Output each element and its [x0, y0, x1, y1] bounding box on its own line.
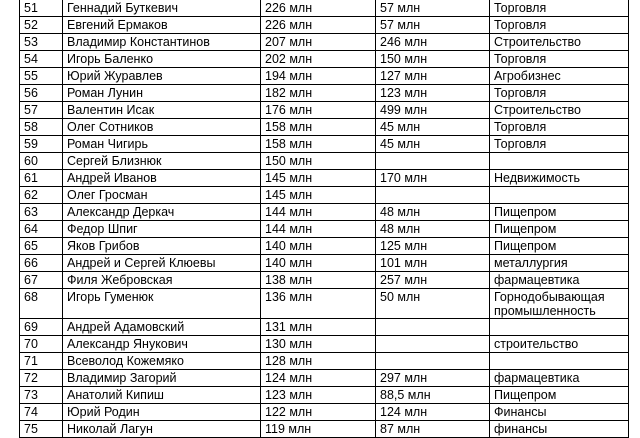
wealth-b-cell: 125 млн [376, 238, 490, 255]
table-row [20, 272, 629, 289]
sector-cell [490, 187, 629, 204]
rank-cell: 65 [20, 238, 63, 255]
wealth-a-cell: 144 млн [261, 204, 376, 221]
name-cell: Николай Лагун [63, 421, 261, 438]
sector-cell: Торговля [490, 85, 629, 102]
rank-cell: 57 [20, 102, 63, 119]
name-cell: Анатолий Кипиш [63, 387, 261, 404]
sector-cell [490, 353, 629, 370]
wealth-a-cell: 124 млн [261, 370, 376, 387]
table-row [20, 0, 629, 17]
table-row [20, 170, 629, 187]
wealth-b-cell: 499 млн [376, 102, 490, 119]
wealth-a-cell: 119 млн [261, 421, 376, 438]
table-row [20, 17, 629, 34]
wealth-b-cell: 45 млн [376, 119, 490, 136]
sector-cell: Пищепром [490, 204, 629, 221]
rank-cell: 58 [20, 119, 63, 136]
sector-cell: Горнодобывающая промышленность [490, 289, 629, 319]
name-cell: Андрей Иванов [63, 170, 261, 187]
rank-cell: 51 [20, 0, 63, 17]
wealth-b-cell [376, 319, 490, 336]
wealth-b-cell: 45 млн [376, 136, 490, 153]
name-cell: Александр Янукович [63, 336, 261, 353]
rank-cell: 60 [20, 153, 63, 170]
table-row [20, 119, 629, 136]
wealth-a-cell: 138 млн [261, 272, 376, 289]
sector-cell: Недвижимость [490, 170, 629, 187]
name-cell: Андрей Адамовский [63, 319, 261, 336]
wealth-a-cell: 145 млн [261, 187, 376, 204]
sector-cell [490, 319, 629, 336]
wealth-b-cell: 48 млн [376, 204, 490, 221]
sector-cell: Пищепром [490, 221, 629, 238]
table-row [20, 336, 629, 353]
wealth-a-cell: 122 млн [261, 404, 376, 421]
name-cell: Игорь Баленко [63, 51, 261, 68]
wealth-a-cell: 226 млн [261, 17, 376, 34]
rank-cell: 66 [20, 255, 63, 272]
sector-cell: Торговля [490, 51, 629, 68]
name-cell: Андрей и Сергей Клюевы [63, 255, 261, 272]
rank-cell: 56 [20, 85, 63, 102]
sector-cell: Финансы [490, 404, 629, 421]
table-row [20, 289, 629, 319]
wealth-b-cell: 170 млн [376, 170, 490, 187]
sector-cell: финансы [490, 421, 629, 438]
wealth-a-cell: 123 млн [261, 387, 376, 404]
table-row [20, 421, 629, 438]
wealth-a-cell: 136 млн [261, 289, 376, 319]
wealth-b-cell [376, 187, 490, 204]
rich-list-table [19, 0, 629, 438]
rank-cell: 71 [20, 353, 63, 370]
wealth-a-cell: 140 млн [261, 255, 376, 272]
table-row [20, 221, 629, 238]
wealth-b-cell: 246 млн [376, 34, 490, 51]
wealth-b-cell: 88,5 млн [376, 387, 490, 404]
sector-cell: металлургия [490, 255, 629, 272]
sector-cell: Пищепром [490, 387, 629, 404]
wealth-b-cell: 257 млн [376, 272, 490, 289]
name-cell: Александр Деркач [63, 204, 261, 221]
wealth-b-cell: 87 млн [376, 421, 490, 438]
sector-cell: Торговля [490, 136, 629, 153]
wealth-a-cell: 158 млн [261, 136, 376, 153]
table-row [20, 34, 629, 51]
name-cell: Евгений Ермаков [63, 17, 261, 34]
name-cell: Геннадий Буткевич [63, 0, 261, 17]
rank-cell: 64 [20, 221, 63, 238]
rank-cell: 63 [20, 204, 63, 221]
rank-cell: 52 [20, 17, 63, 34]
sector-cell: Пищепром [490, 238, 629, 255]
table-row [20, 153, 629, 170]
sector-cell: фармацевтика [490, 272, 629, 289]
sector-cell: Торговля [490, 119, 629, 136]
wealth-b-cell: 123 млн [376, 85, 490, 102]
name-cell: Сергей Близнюк [63, 153, 261, 170]
wealth-a-cell: 130 млн [261, 336, 376, 353]
wealth-b-cell: 57 млн [376, 0, 490, 17]
rank-cell: 70 [20, 336, 63, 353]
name-cell: Филя Жебровская [63, 272, 261, 289]
wealth-b-cell: 297 млн [376, 370, 490, 387]
name-cell: Юрий Журавлев [63, 68, 261, 85]
table-row [20, 238, 629, 255]
wealth-a-cell: 226 млн [261, 0, 376, 17]
name-cell: Владимир Загорий [63, 370, 261, 387]
wealth-a-cell: 202 млн [261, 51, 376, 68]
wealth-a-cell: 140 млн [261, 238, 376, 255]
wealth-b-cell: 48 млн [376, 221, 490, 238]
sector-cell: Торговля [490, 17, 629, 34]
table-row [20, 255, 629, 272]
rank-cell: 53 [20, 34, 63, 51]
wealth-a-cell: 145 млн [261, 170, 376, 187]
table-row [20, 85, 629, 102]
wealth-b-cell [376, 153, 490, 170]
sector-cell: Агробизнес [490, 68, 629, 85]
name-cell: Юрий Родин [63, 404, 261, 421]
table-row [20, 353, 629, 370]
table-row [20, 319, 629, 336]
name-cell: Роман Чигирь [63, 136, 261, 153]
table-row [20, 370, 629, 387]
wealth-b-cell [376, 353, 490, 370]
wealth-a-cell: 158 млн [261, 119, 376, 136]
wealth-b-cell: 50 млн [376, 289, 490, 319]
rank-cell: 54 [20, 51, 63, 68]
rank-cell: 55 [20, 68, 63, 85]
sector-cell: Торговля [490, 0, 629, 17]
table-row [20, 404, 629, 421]
rank-cell: 68 [20, 289, 63, 319]
rank-cell: 73 [20, 387, 63, 404]
rank-cell: 75 [20, 421, 63, 438]
table-row [20, 51, 629, 68]
table-row [20, 187, 629, 204]
name-cell: Валентин Исак [63, 102, 261, 119]
wealth-a-cell: 182 млн [261, 85, 376, 102]
table-row [20, 102, 629, 119]
wealth-b-cell: 124 млн [376, 404, 490, 421]
name-cell: Яков Грибов [63, 238, 261, 255]
wealth-a-cell: 128 млн [261, 353, 376, 370]
sector-cell: фармацевтика [490, 370, 629, 387]
wealth-a-cell: 207 млн [261, 34, 376, 51]
wealth-a-cell: 150 млн [261, 153, 376, 170]
wealth-a-cell: 144 млн [261, 221, 376, 238]
name-cell: Олег Гросман [63, 187, 261, 204]
wealth-a-cell: 131 млн [261, 319, 376, 336]
sector-cell [490, 153, 629, 170]
wealth-b-cell: 150 млн [376, 51, 490, 68]
name-cell: Роман Лунин [63, 85, 261, 102]
rich-list-table-body [20, 0, 629, 438]
rank-cell: 62 [20, 187, 63, 204]
name-cell: Олег Сотников [63, 119, 261, 136]
table-row [20, 204, 629, 221]
sector-cell: Строительство [490, 34, 629, 51]
rank-cell: 61 [20, 170, 63, 187]
sector-cell: строительство [490, 336, 629, 353]
name-cell: Игорь Гуменюк [63, 289, 261, 319]
rank-cell: 67 [20, 272, 63, 289]
table-row [20, 387, 629, 404]
rank-cell: 59 [20, 136, 63, 153]
name-cell: Всеволод Кожемяко [63, 353, 261, 370]
name-cell: Федор Шпиг [63, 221, 261, 238]
rank-cell: 74 [20, 404, 63, 421]
table-row [20, 68, 629, 85]
table-row [20, 136, 629, 153]
wealth-b-cell: 101 млн [376, 255, 490, 272]
wealth-a-cell: 176 млн [261, 102, 376, 119]
wealth-b-cell: 127 млн [376, 68, 490, 85]
wealth-b-cell [376, 336, 490, 353]
wealth-b-cell: 57 млн [376, 17, 490, 34]
name-cell: Владимир Константинов [63, 34, 261, 51]
rank-cell: 69 [20, 319, 63, 336]
rank-cell: 72 [20, 370, 63, 387]
sector-cell: Строительство [490, 102, 629, 119]
wealth-a-cell: 194 млн [261, 68, 376, 85]
